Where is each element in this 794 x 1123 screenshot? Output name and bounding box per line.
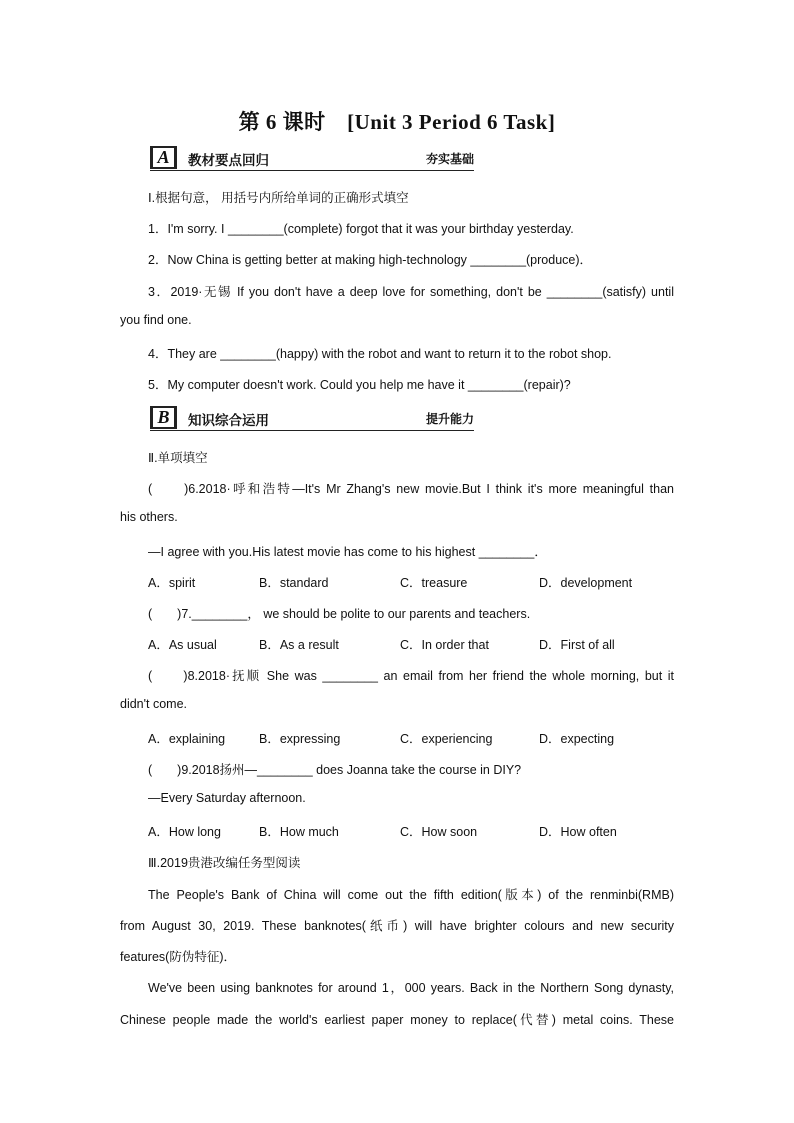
- option-c: C．treasure: [400, 576, 468, 590]
- page-title: 第 6 课时 [Unit 3 Period 6 Task]: [238, 110, 556, 134]
- section-b-subtitle: 提升能力: [425, 412, 474, 426]
- option-d: D．First of all: [539, 638, 615, 652]
- option-c: C．experiencing: [400, 732, 493, 746]
- option-b: B．How much: [259, 825, 339, 839]
- option-c: C．In order that: [400, 638, 489, 652]
- section-a-header: [150, 146, 474, 171]
- part2-heading: Ⅱ.单项填空: [148, 451, 208, 465]
- option-a: A．spirit: [148, 576, 196, 590]
- option-a: A．How long: [148, 825, 221, 839]
- section-a-subtitle: 夯实基础: [425, 152, 474, 166]
- option-d: D．How often: [539, 825, 617, 839]
- section-a-title: 教材要点回归: [188, 153, 269, 169]
- option-b: B．As a result: [259, 638, 339, 652]
- option-b: B．expressing: [259, 732, 341, 746]
- part1-heading: Ⅰ.根据句意， 用括号内所给单词的正确形式填空: [148, 191, 409, 205]
- section-b-badge: B: [150, 406, 177, 429]
- option-d: D．development: [539, 576, 633, 590]
- section-b-title: 知识综合运用: [188, 413, 269, 429]
- part3-heading: Ⅲ.2019贵港改编任务型阅读: [148, 856, 301, 870]
- option-a: A．As usual: [148, 638, 217, 652]
- section-b-header: [150, 406, 474, 431]
- section-a-badge: A: [150, 146, 177, 169]
- option-b: B．standard: [259, 576, 329, 590]
- option-c: C．How soon: [400, 825, 478, 839]
- option-d: D．expecting: [539, 732, 615, 746]
- worksheet-page: 第 6 课时 [Unit 3 Period 6 Task] A 教材要点回归 夯实基础 Ⅰ.根据句意， 用括号内所给单词的正确形式填空 1．I'm sorry. I ________(complete) forgot that it was your birthday yesterday. 2．Now China is getting better at making high-technology ________(produce)． 3．2019·无锡 If you don't have a deep love for something, don't be ________(satisfy) until you find one. 4．They are ________(happy) with the robot and want to return it to the robot shop. 5．My computer doesn't work. Could you help me have it ________(repair)? B 知识综合运用 提升能力 Ⅱ.单项填空 ( )6.2018·呼和浩特—It's Mr Zhang's new movie.But I think it's more meaningful than his others. —I agree with you.His latest movie has come to his highest ________． A．spirit B．standard C．treasure D．development ( )7.________， we should be polite to our parents and teachers. A．As usual B．As a result C．In order that D．First of all ( )8.2018·抚顺 She was ________ an email from her friend the whole morning, but it didn't come. A．explaining B．expressing C．experiencing D．expecting ( )9.2018扬州—________ does Joanna take the course in DIY? —Every Saturday afternoon. A．How long B．How much C．How soon D．How often Ⅲ.2019贵港改编任务型阅读 The People's Bank of China will come out the fifth edition(版本) of the renminbi(RMB) from August 30, 2019. These banknotes(纸币) will have brighter colours and new security features(防伪特征)． We've been using banknotes for around 1，000 years. Back in the Northern Song dynasty, Chinese people made the world's earliest paper money to replace(代替) metal coins. These: [0, 0, 794, 1123]
- option-a: A．explaining: [148, 732, 226, 746]
